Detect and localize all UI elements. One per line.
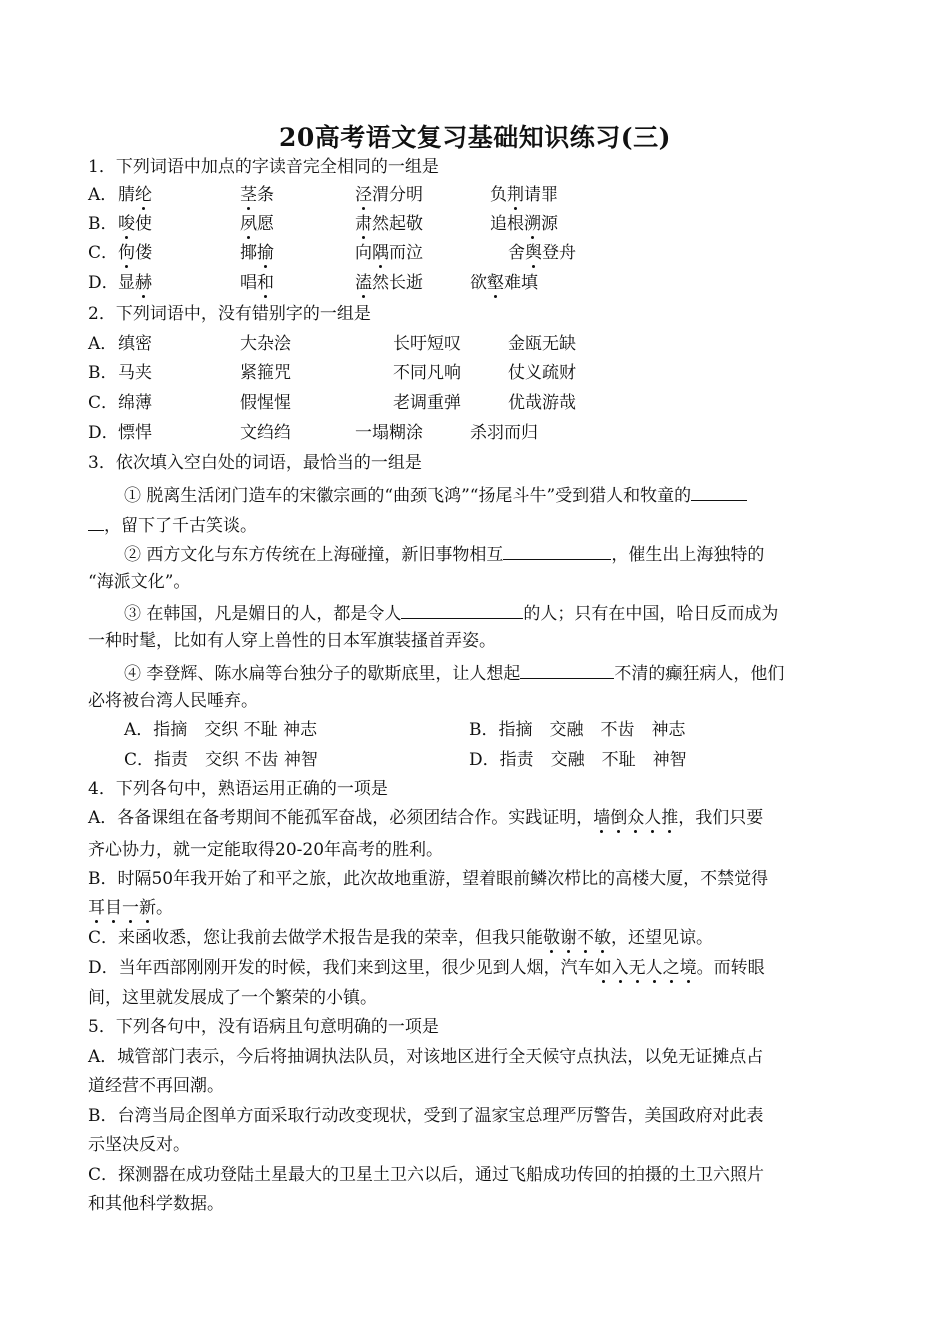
q3-sentence-1-cont: [88, 512, 257, 537]
q5-option-a: A．城管部门表示，今后将抽调执法队员，对该地区进行全天候守点执法，以免无证摊点占: [88, 1047, 764, 1067]
sentence-text: D．当年西部刚刚开发的时候，我们来到这里，很少见到人烟，汽车: [88, 958, 595, 978]
word: 唱和: [240, 273, 274, 293]
sentence-text: ，留下了千古笑谈。: [104, 516, 257, 536]
word: 一塌糊涂: [355, 423, 423, 443]
word: 欲壑难填: [470, 273, 538, 293]
word: 舍舆登舟: [508, 243, 576, 263]
word: 仗义疏财: [508, 363, 576, 383]
word: 大杂浍: [240, 334, 291, 354]
word: 绵薄: [118, 393, 152, 413]
page-title: 20高考语文复习基础知识练习(三): [279, 123, 671, 152]
q3-option-b: B．指摘 交融 不齿 神志: [469, 720, 686, 740]
q3-sentence-4: [124, 660, 784, 685]
word: 向隅而泣: [355, 243, 423, 263]
word: 慓悍: [118, 423, 152, 443]
q4-option-c: [88, 927, 713, 949]
q5-option-b-cont: 示坚决反对。: [88, 1135, 190, 1155]
sentence-text: ，催生出上海独特的: [611, 545, 765, 565]
answer-blank: [503, 541, 611, 560]
answer-blank: [520, 660, 614, 679]
word: 夙愿: [240, 214, 274, 234]
word: 马夹: [118, 363, 152, 383]
option-label: B．: [88, 363, 118, 383]
option-label: A．: [88, 334, 118, 354]
word: 负荆请罪: [490, 185, 558, 205]
word: 茎条: [240, 185, 274, 205]
word: 紧箍咒: [240, 363, 291, 383]
word: 溘然长逝: [355, 273, 423, 293]
q3-option-a: A．指摘 交织 不耻 神志: [124, 720, 318, 740]
option-label: C．: [88, 243, 119, 263]
q3-stem: 3．依次填入空白处的词语，最恰当的一组是: [88, 453, 422, 473]
word: 揶揄: [240, 243, 274, 263]
q3-option-d: D．指责 交融 不耻 神智: [469, 750, 687, 770]
q4-option-a: [88, 807, 763, 829]
sentence-text: ② 西方文化与东方传统在上海碰撞，新旧事物相互: [124, 545, 504, 565]
sentence-text: 的人；只有在中国，哈日反而成为: [523, 604, 779, 624]
answer-blank: [88, 512, 104, 531]
answer-blank: [401, 600, 523, 619]
word: 杀羽而归: [470, 423, 538, 443]
word: 追根溯源: [490, 214, 558, 234]
q4-stem: 4．下列各句中，熟语运用正确的一项是: [88, 779, 388, 799]
word: 长吁短叹: [393, 334, 461, 354]
sentence-text: ，我们只要: [678, 808, 764, 828]
q5-option-a-cont: 道经营不再回潮。: [88, 1076, 224, 1096]
dotted-idiom: 耳目一新: [88, 898, 156, 918]
word: 不同凡响: [393, 363, 461, 383]
q3-sentence-4-cont: 必将被台湾人民唾弃。: [88, 691, 258, 711]
word: 肃然起敬: [355, 214, 423, 234]
word: 假惺惺: [240, 393, 291, 413]
sentence-text: 。而转眼: [696, 958, 765, 978]
q5-option-c-cont: 和其他科学数据。: [88, 1194, 224, 1214]
q5-stem: 5．下列各句中，没有语病且句意明确的一项是: [88, 1017, 439, 1037]
q5-option-c: C．探测器在成功登陆土星最大的卫星土卫六以后，通过飞船成功传回的拍摄的土卫六照片: [88, 1165, 765, 1185]
option-label: B．: [88, 214, 118, 234]
q3-sentence-3-cont: 一种时髦，比如有人穿上兽性的日本军旗装搔首弄姿。: [88, 631, 496, 651]
q3-option-c: C．指责 交织 不齿 神智: [124, 750, 318, 770]
word: 金瓯无缺: [508, 334, 576, 354]
dotted-idiom: 如入无人之境: [594, 958, 697, 978]
word: 文绉绉: [240, 423, 291, 443]
q3-sentence-2-cont: “海派文化”。: [88, 572, 191, 592]
option-label: D．: [88, 423, 119, 443]
q4-option-b-cont: [88, 897, 173, 919]
word: 唆使: [118, 214, 152, 234]
q1-stem: 1．下列词语中加点的字读音完全相同的一组是: [88, 157, 439, 177]
answer-blank: [691, 482, 747, 501]
q4-option-a-cont: 齐心协力，就一定能取得20-20年高考的胜利。: [88, 840, 444, 860]
q2-stem: 2．下列词语中，没有错别字的一组是: [88, 304, 371, 324]
sentence-text: 。: [156, 898, 173, 918]
dotted-idiom: 墙倒众人推: [593, 808, 679, 828]
word: 缜密: [118, 334, 152, 354]
sentence-text: ④ 李登辉、陈水扁等台独分子的歇斯底里，让人想起: [124, 664, 521, 684]
sentence-text: A．各备课组在备考期间不能孤军奋战，必须团结合作。实践证明，: [88, 808, 594, 828]
q4-option-b: B．时隔50年我开始了和平之旅，此次故地重游，望着眼前鳞次栉比的高楼大厦，不禁觉得: [88, 869, 769, 889]
q3-sentence-2: [124, 541, 764, 566]
option-label: D．: [88, 273, 119, 293]
q5-option-b: B．台湾当局企图单方面采取行动改变现状，受到了温家宝总理严厉警告，美国政府对此表: [88, 1106, 764, 1126]
word: 老调重弹: [393, 393, 461, 413]
sentence-text: ③ 在韩国，凡是媚日的人，都是令人: [124, 604, 402, 624]
q4-option-d: [88, 957, 765, 979]
word: 佝偻: [118, 243, 152, 263]
q3-sentence-3: [124, 600, 778, 625]
sentence-text: ① 脱离生活闭门造车的宋徽宗画的“曲颈飞鸿”“扬尾斗牛”受到猎人和牧童的: [124, 486, 692, 506]
word: 腈纶: [118, 185, 152, 205]
q3-sentence-1: [124, 482, 747, 507]
q4-option-d-cont: 间，这里就发展成了一个繁荣的小镇。: [88, 988, 377, 1008]
option-label: C．: [88, 393, 119, 413]
word: 泾渭分明: [355, 185, 423, 205]
word: 优哉游哉: [508, 393, 576, 413]
sentence-text: C．来函收悉，您让我前去做学术报告是我的荣幸，但我只能: [88, 928, 544, 948]
sentence-text: 不清的癫狂病人，他们: [614, 664, 785, 684]
word: 显赫: [118, 273, 152, 293]
dotted-idiom: 敬谢不敏: [543, 928, 612, 948]
option-label: A．: [88, 185, 118, 205]
sentence-text: ，还望见谅。: [611, 928, 714, 948]
